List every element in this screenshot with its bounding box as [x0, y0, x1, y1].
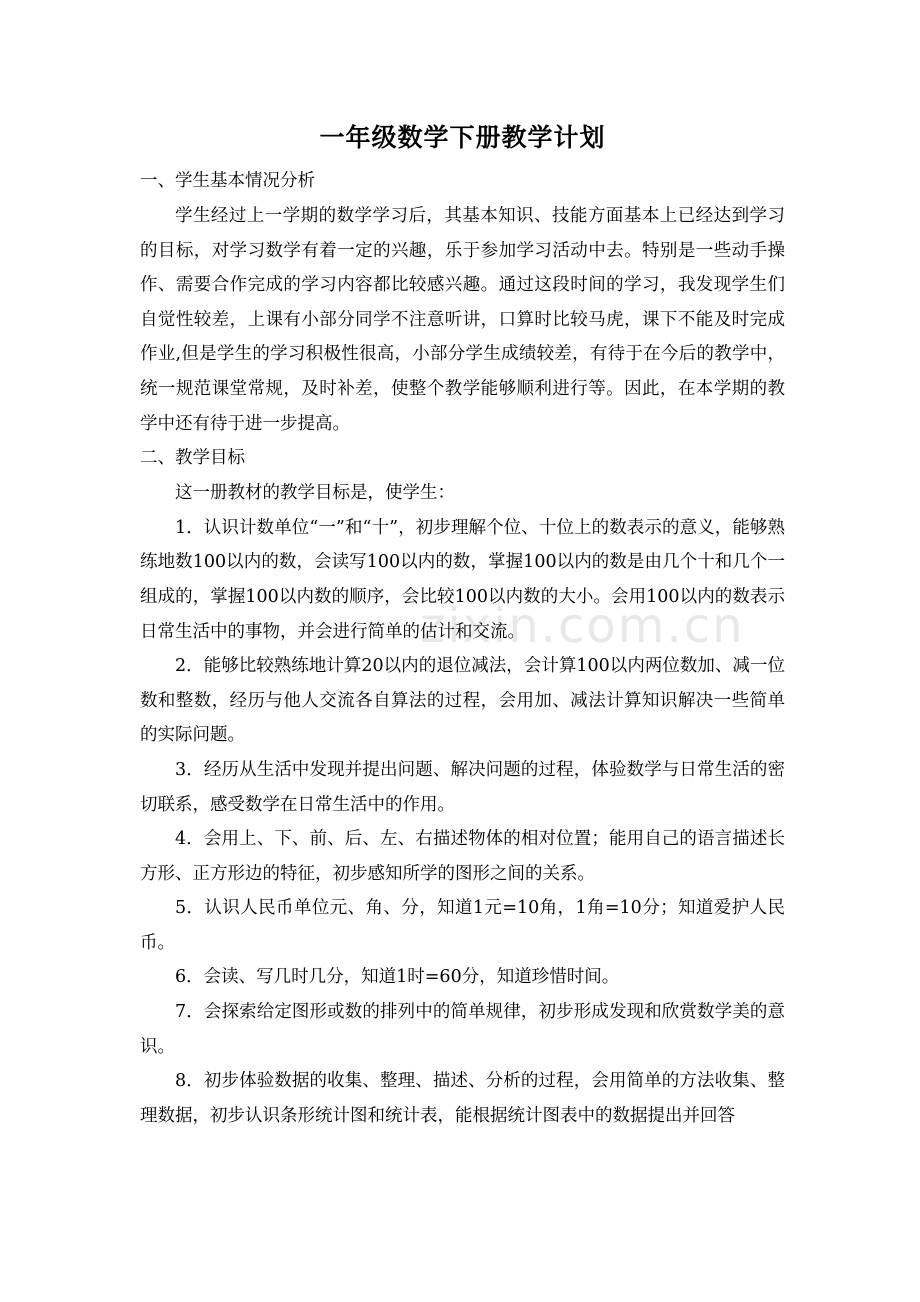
goal-item-4: 4．会用上、下、前、后、左、右描述物体的相对位置；能用自己的语言描述长方形、正方形边的特征，初步感知所学的图形之间的关系。 — [140, 829, 785, 884]
goal-item-6: 6．会读、写几时几分，知道1时=60分，知道珍惜时间。 — [175, 967, 620, 988]
section-heading-teaching-goals: 二、教学目标 — [140, 448, 245, 469]
document-page — [140, 118, 785, 1133]
goal-item-1: 1．认识计数单位“一”和“十”，初步理解个位、十位上的数表示的意义，能够熟练地数100以内的数，会读写100以内的数，掌握100以内的数是由几个十和几个一组成的，掌握100以内数的顺序，会比较100以内数的大小。会用100以内的数表示日常生活中的事物，并会进行简单的估计和交流。 — [140, 517, 785, 642]
section-heading-student-analysis: 一、学生基本情况分析 — [140, 171, 315, 191]
page-title: 一年级数学下册教学计划 — [319, 123, 606, 152]
goal-item-8: 8．初步体验数据的收集、整理、描述、分析的过程，会用简单的方法收集、整理数据，初步认识条形统计图和统计表，能根据统计图表中的数据提出并回答 — [140, 1071, 785, 1126]
teaching-goals-intro: 这一册教材的教学目标是，使学生： — [175, 483, 455, 504]
goal-item-5: 5．认识人民币单位元、角、分，知道1元=10角，1角=10分；知道爱护人民币。 — [140, 898, 785, 953]
student-analysis-paragraph: 学生经过上一学期的数学学习后，其基本知识、技能方面基本上已经达到学习的目标，对学习数学有着一定的兴趣，乐于参加学习活动中去。特别是一些动手操作、需要合作完成的学习内容都比较感兴趣。通过这段时间的学习，我发现学生们自觉性较差，上课有小部分同学不注意听讲，口算时比较马虎，课下不能及时完成作业,但是学生的学习积极性很高，小部分学生成绩较差，有待于在今后的教学中，统一规范课堂常规，及时补差，使整个教学能够顺利进行等。因此，在本学期的教学中还有待于进一步提高。 — [140, 206, 785, 434]
goal-item-2: 2．能够比较熟练地计算20以内的退位减法，会计算100以内两位数加、减一位数和整数，经历与他人交流各自算法的过程，会用加、减法计算知识解决一些简单的实际问题。 — [140, 656, 785, 746]
goal-item-7: 7．会探索给定图形或数的排列中的简单规律，初步形成发现和欣赏数学美的意识。 — [140, 1002, 785, 1057]
goal-item-3: 3．经历从生活中发现并提出问题、解决问题的过程，体验数学与日常生活的密切联系，感受数学在日常生活中的作用。 — [140, 759, 785, 815]
watermark: zixin.com.cn — [420, 598, 745, 654]
